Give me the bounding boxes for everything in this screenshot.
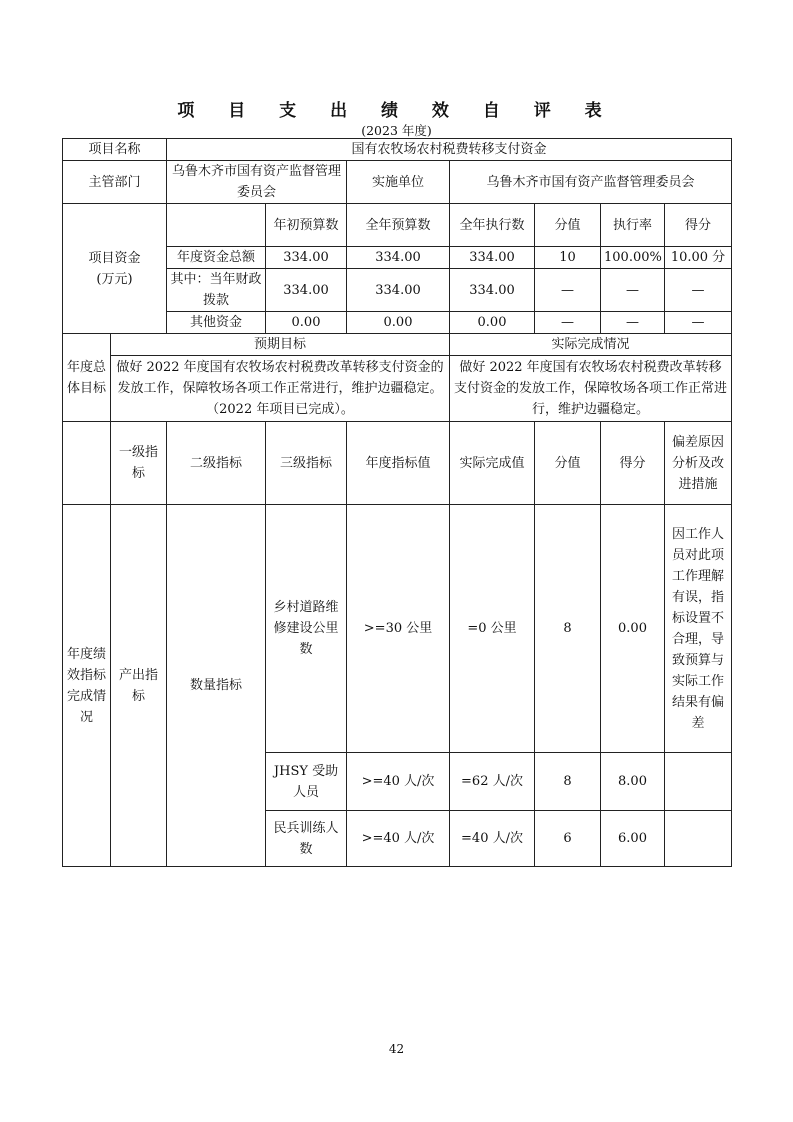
indicator-header: 得分	[601, 422, 665, 505]
funds-cell: 0.00	[347, 312, 450, 334]
indicator-row	[63, 505, 732, 753]
score: 0.00	[601, 505, 665, 753]
department-row	[63, 161, 732, 204]
funds-cell: 10.00 分	[665, 247, 732, 269]
score-value: 6	[535, 811, 601, 867]
funds-cell: —	[601, 312, 665, 334]
funds-cell: 334.00	[266, 269, 347, 312]
indicator-header-row	[63, 422, 732, 505]
year-subtitle: (2023 年度)	[361, 123, 432, 138]
dept-value: 乌鲁木齐市国有资产监督管理委员会	[167, 161, 347, 204]
funds-header-row	[63, 204, 732, 247]
deviation-analysis	[665, 753, 732, 811]
funds-cell: —	[601, 269, 665, 312]
funds-cell: —	[665, 269, 732, 312]
funds-header: 执行率	[601, 204, 665, 247]
indicator-header: 一级指标	[111, 422, 167, 505]
funds-cell: 334.00	[347, 269, 450, 312]
impl-value: 乌鲁木齐市国有资产监督管理委员会	[450, 161, 732, 204]
funds-header: 年初预算数	[266, 204, 347, 247]
level1-indicator: 产出指标	[111, 505, 167, 867]
funds-row-label: 其他资金	[167, 312, 266, 334]
project-name-label: 项目名称	[63, 139, 167, 161]
funds-header-blank	[167, 204, 266, 247]
page-number: 42	[388, 1042, 405, 1056]
score-value: 8	[535, 753, 601, 811]
actual-completion-header: 实际完成情况	[450, 334, 732, 356]
funds-cell: —	[665, 312, 732, 334]
project-name-row	[63, 139, 732, 161]
goals-header-row	[63, 334, 732, 356]
project-name-value: 国有农牧场农村税费转移支付资金	[167, 139, 732, 161]
indicators-section-label: 年度绩效指标完成情况	[63, 505, 111, 867]
funds-cell: 0.00	[266, 312, 347, 334]
actual-value: =62 人/次	[450, 753, 535, 811]
page-title: 项 目 支 出 绩 效 自 评 表	[177, 101, 616, 121]
actual-completion-text: 做好 2022 年度国有农牧场农村税费改革转移支付资金的发放工作，保障牧场各项工作正常进行，维护边疆稳定。	[450, 356, 732, 422]
funds-cell: 334.00	[450, 269, 535, 312]
score-value: 8	[535, 505, 601, 753]
deviation-analysis: 因工作人员对此项工作理解有误，指标设置不合理，导致预算与实际工作结果有偏差	[665, 505, 732, 753]
goals-text-row	[63, 356, 732, 422]
actual-value: =0 公里	[450, 505, 535, 753]
funds-cell: 334.00	[450, 247, 535, 269]
self-evaluation-table	[62, 138, 732, 867]
annual-target-value: >=40 人/次	[347, 753, 450, 811]
indicator-header: 二级指标	[167, 422, 266, 505]
impl-label: 实施单位	[347, 161, 450, 204]
indicator-header: 偏差原因分析及改进措施	[665, 422, 732, 505]
score: 6.00	[601, 811, 665, 867]
indicator-header: 分值	[535, 422, 601, 505]
funds-header: 得分	[665, 204, 732, 247]
score: 8.00	[601, 753, 665, 811]
indicator-header: 年度指标值	[347, 422, 450, 505]
funds-row-label: 年度资金总额	[167, 247, 266, 269]
actual-value: =40 人/次	[450, 811, 535, 867]
funds-cell: —	[535, 269, 601, 312]
funds-label	[63, 204, 167, 334]
level3-indicator: 乡村道路维修建设公里数	[266, 505, 347, 753]
funds-cell: 100.00%	[601, 247, 665, 269]
annual-target-value: >=40 人/次	[347, 811, 450, 867]
expected-goal-header: 预期目标	[111, 334, 450, 356]
level3-indicator: JHSY 受助人员	[266, 753, 347, 811]
funds-header: 全年执行数	[450, 204, 535, 247]
dept-label: 主管部门	[63, 161, 167, 204]
funds-unit: (万元)	[96, 271, 133, 287]
funds-cell: 0.00	[450, 312, 535, 334]
indicator-header: 三级指标	[266, 422, 347, 505]
funds-cell: —	[535, 312, 601, 334]
funds-cell: 10	[535, 247, 601, 269]
funds-cell: 334.00	[347, 247, 450, 269]
indicator-header-blank	[63, 422, 111, 505]
funds-row-label: 其中：当年财政拨款	[167, 269, 266, 312]
funds-header: 全年预算数	[347, 204, 450, 247]
funds-cell: 334.00	[266, 247, 347, 269]
funds-label-text: 项目资金	[88, 250, 141, 266]
deviation-analysis	[665, 811, 732, 867]
goals-label: 年度总体目标	[63, 334, 111, 422]
level3-indicator: 民兵训练人数	[266, 811, 347, 867]
expected-goal-text: 做好 2022 年度国有农牧场农村税费改革转移支付资金的发放工作，保障牧场各项工作正常进行，维护边疆稳定。（2022 年项目已完成）。	[111, 356, 450, 422]
indicator-header: 实际完成值	[450, 422, 535, 505]
funds-header: 分值	[535, 204, 601, 247]
level2-indicator: 数量指标	[167, 505, 266, 867]
annual-target-value: >=30 公里	[347, 505, 450, 753]
